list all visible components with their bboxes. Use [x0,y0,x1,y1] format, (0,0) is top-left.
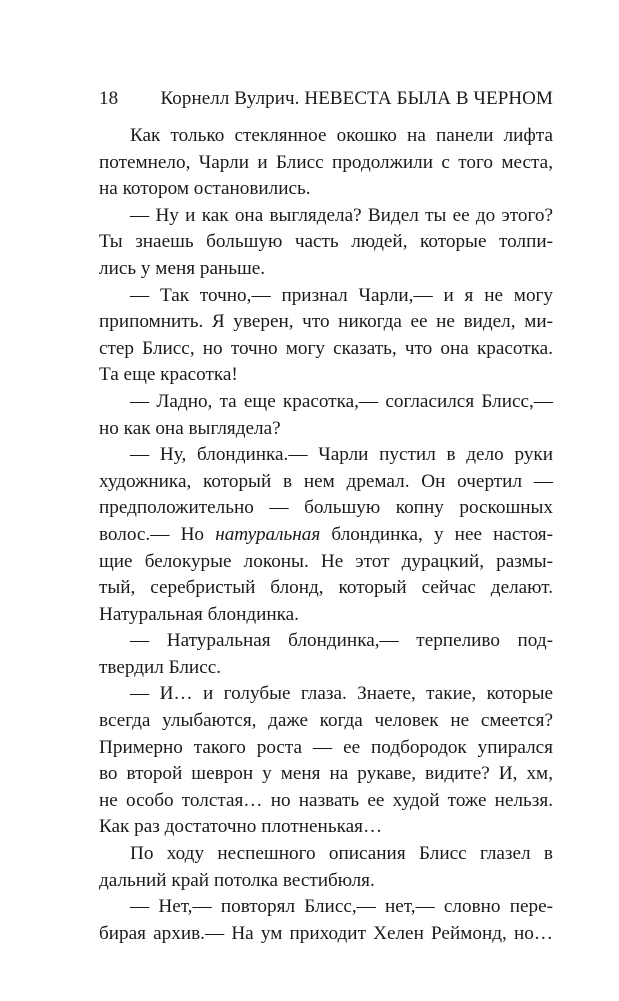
text-fragment: волос.— Но [99,523,205,545]
text-line: стер Блисс, но точно могу сказать, что она красотка. [99,337,553,359]
paragraph [99,203,553,283]
text-line: Ты знаешь большую часть людей, которые толпи- [99,231,553,253]
text-line: припомнить. Я уверен, что никогда ее не видел, ми- [99,311,553,333]
running-head [99,84,553,114]
paragraph [99,123,553,203]
text-line: тый, серебристый блонд, который сейчас делают. [99,577,553,599]
text-line: художника, который в нем дремал. Он очертил — [99,470,553,492]
paragraph [99,681,553,841]
text-line: лись у меня раньше. [99,257,266,279]
text-line-with-emphasis [99,522,553,549]
paragraph [99,894,553,947]
text-fragment: блондинка, у нее настоя- [331,523,554,545]
paragraph [99,283,553,389]
text-line: бирая архив.— На ум приходит Хелен Реймонд, но… [99,922,553,944]
text-line: — Ладно, та еще красотка,— согласился Блисс,— [130,390,553,412]
text-line: не особо толстая… но назвать ее худой тоже нельзя. [99,789,553,811]
paragraph [99,389,553,442]
text-line: щие белокурые локоны. Не этот дурацкий, размы- [99,550,553,572]
emphasized-word: натуральная [215,523,321,545]
paragraph [99,841,553,894]
text-line: потемнело, Чарли и Блисс продолжили с того места, [99,151,553,173]
text-line: предположительно — большую копну роскошных [99,497,553,519]
text-line: По ходу неспешного описания Блисс глазел в [130,843,553,865]
text-line: но как она выглядела? [99,417,281,439]
text-line: твердил Блисс. [99,656,222,678]
text-line: — Так точно,— признал Чарли,— и я не могу [130,284,553,306]
text-line: Как раз достаточно плотненькая… [99,816,383,838]
text-line: — И… и голубые глаза. Знаете, такие, которые [130,683,553,705]
text-line: Примерно такого роста — ее подбородок упирался [99,736,553,758]
running-title: Корнелл Вулрич. НЕВЕСТА БЫЛА В ЧЕРНОМ [160,88,553,109]
text-line: — Ну и как она выглядела? Видел ты ее до этого? [130,204,553,226]
body-text [99,123,553,947]
text-line: — Натуральная блондинка,— терпеливо под- [130,630,553,652]
text-line: всегда улыбаются, даже когда человек не смеется? [99,710,553,732]
text-line: — Ну, блондинка.— Чарли пустил в дело руки [130,444,553,466]
text-line: дальний край потолка вестибюля. [99,869,375,891]
paragraph [99,442,553,628]
text-line: Та еще красотка! [99,364,238,386]
page-number: 18 [99,88,119,109]
text-line: Натуральная блондинка. [99,603,299,625]
text-line: во второй шеврон у меня на рукаве, видите? И, хм, [99,763,553,785]
text-line: — Нет,— повторял Блисс,— нет,— словно пере- [130,896,553,918]
paragraph [99,628,553,681]
text-line: на котором остановились. [99,178,311,200]
text-line: Как только стеклянное окошко на панели лифта [130,125,553,146]
